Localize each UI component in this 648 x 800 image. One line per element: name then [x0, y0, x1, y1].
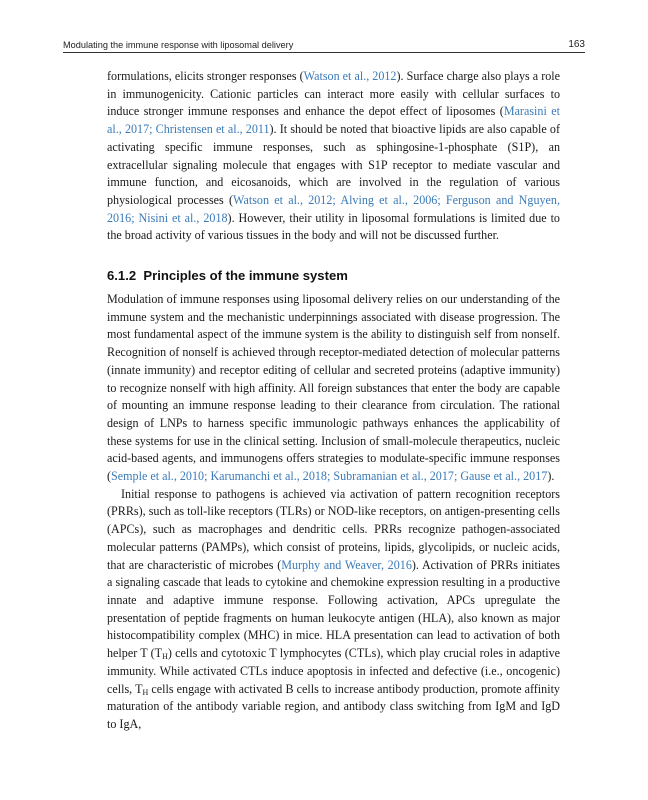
- subscript: H: [162, 652, 168, 662]
- section-title: Principles of the immune system: [143, 268, 348, 284]
- citation-link[interactable]: Watson et al., 2012; Alving et al., 2006; Ferguson and Nguyen, 2016; Nisini et al., 2018: [107, 192, 560, 225]
- section-number: 6.1.2: [107, 268, 137, 284]
- paragraph-1: [107, 68, 560, 245]
- text-run: cells engage with activated B cells to increase antibody production, promote affinity maturation of the antibody variable region, and antibody class switching from IgM and IgD to IgA,: [107, 681, 560, 731]
- text-run: Modulation of immune responses using liposomal delivery relies on our understanding of the immune system and the mechanistic underpinnings associated with disease progression. The most fundamental aspect of the immune system is the ability to distinguish self from nonself. Recognition of nonself is achieved through receptor-mediated detection of molecular patterns (innate immunity) and receptor editing of cellular and secreted proteins (adaptive immunity) to recognize nonself with high affinity. All foreign substances that enter the body are capable of mounting an immune response leading to their clearance from circulation. The rational design of LNPs to harness specific immunologic pathways enhances the applicability of these systems for use in the clinical setting. Inclusion of small-molecule therapeutics, nucleic acid-based agents, and immunogens offers strategies to modulate-specific immune responses (: [107, 292, 560, 484]
- citation-link[interactable]: Murphy and Weaver, 2016: [281, 557, 412, 572]
- running-header: [63, 38, 585, 53]
- section-heading: [107, 268, 560, 284]
- text-run: formulations, elicits stronger responses (: [107, 69, 304, 83]
- text-run: ). Activation of PRRs initiates a signaling cascade that leads to cytokine and chemokine expression resulting in a productive innate and adaptive immune response. Following activation, APCs upregulate the presentation of peptide fragments on human leukocyte antigen (HLA), also known as major histocompatibility complex (MHC) in mice. HLA presentation can lead to activation of both helper T (T: [107, 557, 560, 661]
- page-number: 163: [568, 39, 585, 50]
- text-run: Initial response to pathogens is achieved via activation of pattern recognition receptors (PRRs), such as toll-like receptors (TLRs) or NOD-like receptors, on antigen-presenting cells (APCs), such as macrophages and dendritic cells. PRRs recognize pathogen-associated molecular patterns (PAMPs), which consist of proteins, lipids, glycolipids, or nucleic acids, that are characteristic of microbes (: [107, 486, 560, 572]
- paragraph-2: [107, 291, 560, 486]
- text-run: ). Surface charge also plays a role in immunogenicity. Cationic particles can interact more easily with cellular surfaces to induce stronger immune responses and enhance the depot effect of liposomes (: [107, 69, 561, 119]
- text-run: ). It should be noted that bioactive lipids are also capable of activating specific immune responses, such as sphingosine-1-phosphate (S1P), an extracellular signaling molecule that engages with S1P receptor to mediate vascular and immune function, and eicosanoids, which are involved in the regulation of various physiological processes (: [107, 122, 560, 207]
- page-body: [107, 68, 560, 734]
- running-title: Modulating the immune response with liposomal delivery: [63, 40, 294, 50]
- subscript: H: [142, 687, 149, 697]
- paragraph-3: [107, 486, 560, 734]
- citation-link[interactable]: Watson et al., 2012: [303, 69, 397, 83]
- citation-link[interactable]: Marasini et al., 2017; Christensen et al., 2011: [107, 104, 560, 137]
- text-run: ).: [547, 469, 555, 484]
- text-run: ). However, their utility in liposomal formulations is limited due to the broad activity of various tissues in the body and will not be discussed further.: [107, 210, 560, 243]
- text-run: ) cells and cytotoxic T lymphocytes (CTLs), which play crucial roles in adaptive immunity. While activated CTLs induce apoptosis in infected and defective (i.e., oncogenic) cells, T: [107, 646, 560, 696]
- citation-link[interactable]: Semple et al., 2010; Karumanchi et al., 2018; Subramanian et al., 2017; Gause et al., 2017: [111, 469, 548, 484]
